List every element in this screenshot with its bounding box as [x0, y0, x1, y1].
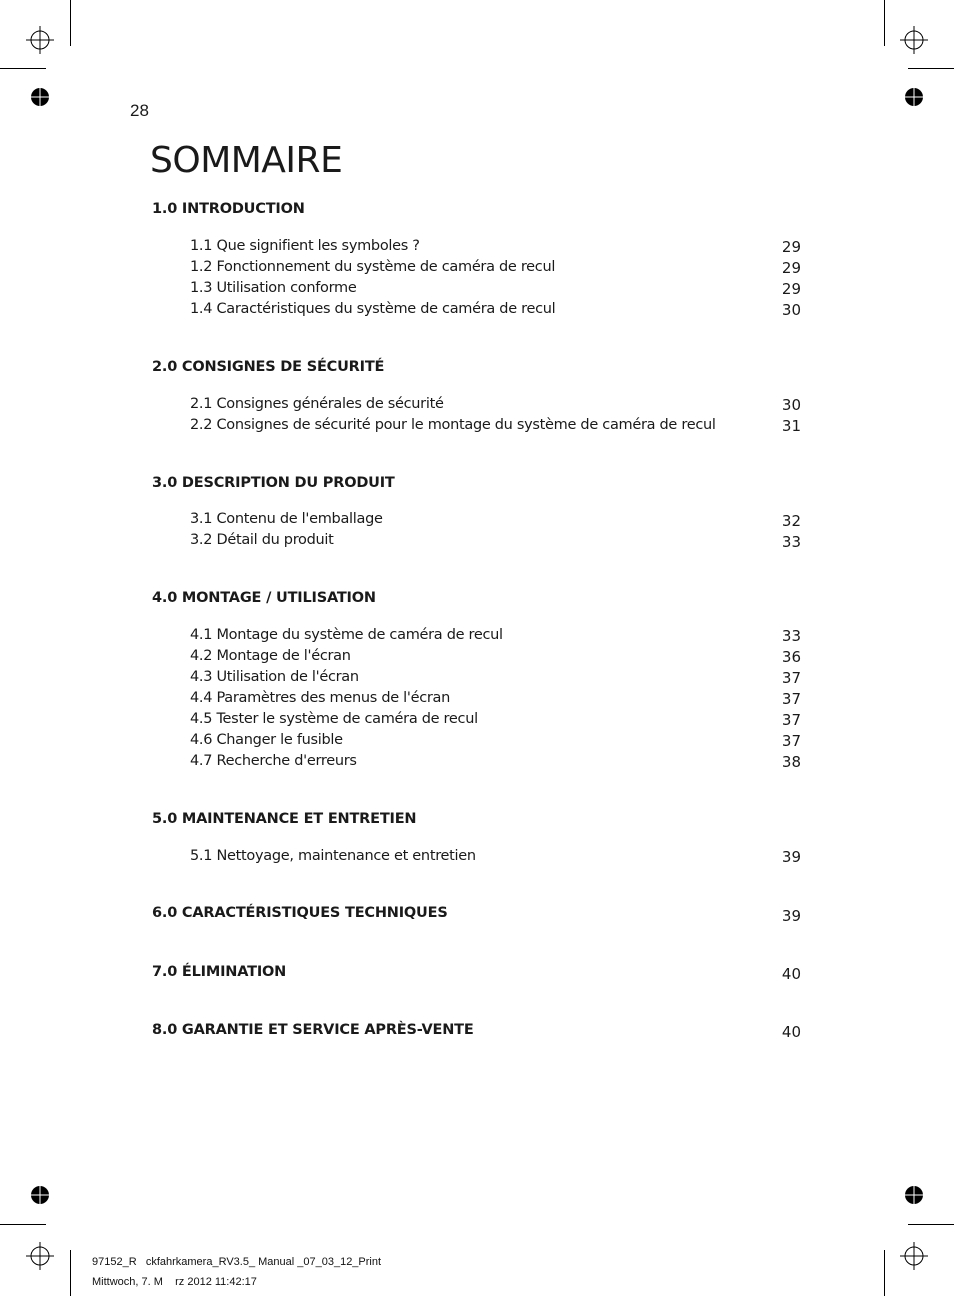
section-title: 4.0 MONTAGE / UTILISATION	[152, 590, 376, 606]
toc-entry: 3.2 Détail du produit	[190, 532, 334, 548]
toc-entry: 4.1 Montage du système de caméra de recul	[190, 627, 503, 643]
toc-page-number: 30	[781, 396, 801, 414]
toc-page-number: 39	[781, 907, 801, 925]
crop-mark	[884, 1250, 885, 1296]
toc-entry: 1.4 Caractéristiques du système de caméra de recul	[190, 301, 556, 317]
crop-mark	[0, 68, 46, 69]
crop-mark	[70, 0, 71, 46]
toc-entry: 1.2 Fonctionnement du système de caméra de recul	[190, 259, 556, 275]
section-title: 6.0 CARACTÉRISTIQUES TECHNIQUES	[152, 905, 448, 921]
crop-mark	[70, 1250, 71, 1296]
toc-page-number: 37	[781, 732, 801, 750]
crop-mark	[908, 68, 954, 69]
registration-crosshair-icon	[26, 1242, 54, 1270]
section-title: 1.0 INTRODUCTION	[152, 201, 305, 217]
section-title: 7.0 ÉLIMINATION	[152, 964, 287, 980]
section-title: 8.0 GARANTIE ET SERVICE APRÈS-VENTE	[152, 1022, 474, 1038]
registration-dot-icon	[30, 1185, 50, 1205]
registration-crosshair-icon	[26, 26, 54, 54]
page-title: SOMMAIRE	[150, 140, 343, 181]
toc-page-number: 40	[781, 965, 801, 983]
print-slug-filename: 97152_R ckfahrkamera_RV3.5_ Manual _07_03_12_Print	[92, 1256, 382, 1268]
toc-page-number: 37	[781, 669, 801, 687]
registration-crosshair-icon	[900, 26, 928, 54]
toc-entry: 4.5 Tester le système de caméra de recul	[190, 711, 478, 727]
toc-entry: 3.1 Contenu de l'emballage	[190, 511, 383, 527]
toc-entry: 4.6 Changer le fusible	[190, 732, 343, 748]
page-number: 28	[130, 101, 149, 120]
section-title: 2.0 CONSIGNES DE SÉCURITÉ	[152, 359, 385, 375]
print-slug-date: Mittwoch, 7. M rz 2012 11:42:17	[92, 1276, 257, 1288]
toc-page-number: 29	[781, 238, 801, 256]
crop-mark	[908, 1224, 954, 1225]
section-title: 5.0 MAINTENANCE ET ENTRETIEN	[152, 811, 417, 827]
toc-page-number: 37	[781, 711, 801, 729]
toc-page-number: 29	[781, 280, 801, 298]
registration-dot-icon	[904, 1185, 924, 1205]
toc-page-number: 32	[781, 512, 801, 530]
registration-dot-icon	[30, 87, 50, 107]
crop-mark	[884, 0, 885, 46]
toc-entry: 1.3 Utilisation conforme	[190, 280, 357, 296]
toc-page-number: 36	[781, 648, 801, 666]
toc-entry: 2.2 Consignes de sécurité pour le montage du système de caméra de recul	[190, 417, 716, 433]
toc-page-number: 29	[781, 259, 801, 277]
toc-entry: 4.4 Paramètres des menus de l'écran	[190, 690, 451, 706]
toc-entry: 4.7 Recherche d'erreurs	[190, 753, 357, 769]
registration-crosshair-icon	[900, 1242, 928, 1270]
toc-page-number: 40	[781, 1023, 801, 1041]
toc-page-number: 33	[781, 533, 801, 551]
toc-entry: 2.1 Consignes générales de sécurité	[190, 396, 444, 412]
toc-page-number: 30	[781, 301, 801, 319]
toc-page-number: 37	[781, 690, 801, 708]
crop-mark	[0, 1224, 46, 1225]
toc-page-number: 33	[781, 627, 801, 645]
toc-page-number: 39	[781, 848, 801, 866]
toc-entry: 4.2 Montage de l'écran	[190, 648, 351, 664]
toc-entry: 5.1 Nettoyage, maintenance et entretien	[190, 848, 476, 864]
toc-entry: 1.1 Que signifient les symboles ?	[190, 238, 420, 254]
registration-dot-icon	[904, 87, 924, 107]
toc-page-number: 38	[781, 753, 801, 771]
toc-entry: 4.3 Utilisation de l'écran	[190, 669, 359, 685]
toc-page-number: 31	[781, 417, 801, 435]
section-title: 3.0 DESCRIPTION DU PRODUIT	[152, 475, 395, 491]
